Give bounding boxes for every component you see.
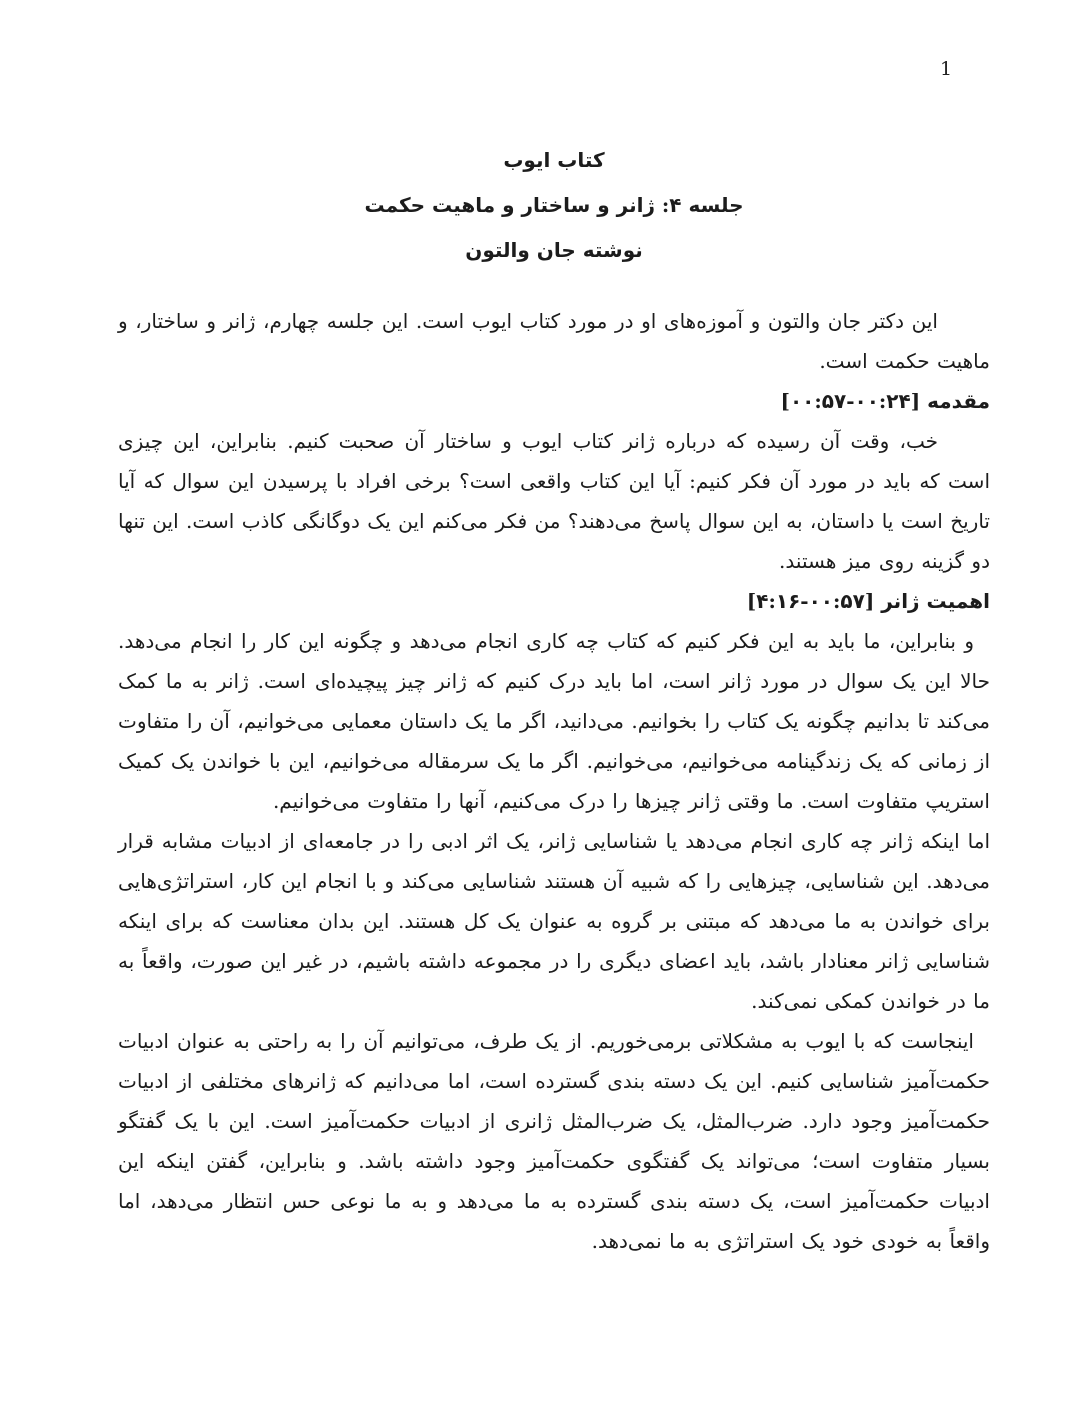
paragraph-introduction-section: خب، وقت آن رسیده که درباره ژانر کتاب ایوب و ساختار آن صحبت کنیم. بنابراین، این چیزی است که باید در مورد آن فکر کنیم: آیا این کتاب واقعی است؟ برخی افراد با پرسیدن این سوال که آیا تاریخ است یا داستان، به این سوال پاسخ می‌دهند؟ من فکر می‌کنم این یک دوگانگی کاذب است. این تنها دو گزینه روی میز هستند. [118,429,990,573]
title-author-line: نوشته جان والتون [465,238,643,262]
document-content [118,0,990,1261]
paragraph-job-wisdom-literature: اینجاست که با ایوب به مشکلاتی برمی‌خوریم. از یک طرف، می‌توانیم آن را به راحتی به عنوان ادبیات حکمت‌آمیز شناسایی کنیم. این یک دسته بندی گسترده است، اما می‌دانیم که ژانرهای مختلفی از ادبیات حکمت‌آمیز وجود دارد. ضرب‌المثل، یک ضرب‌المثل ژانری از ادبیات حکمت‌آمیز است. این با یک گفتگو بسیار متفاوت است؛ می‌تواند یک گفتگوی حکمت‌آمیز وجود داشته باشد. و بنابراین، گفتن اینکه این ادبیات حکمت‌آمیز است، یک دسته بندی گسترده به ما می‌دهد و به ما نوعی حس انتظار می‌دهد، اما واقعاً به خودی خود یک استراتژی به ما نمی‌دهد. [118,1029,990,1253]
paragraph-genre-function: و بنابراین، ما باید به این فکر کنیم که کتاب چه کاری انجام می‌دهد و چگونه این کار را انجام می‌دهد. حالا این یک سوال در مورد ژانر است، اما باید درک کنیم که ژانر چیز پیچیده‌ای است. ژانر به ما کمک می‌کند تا بدانیم چگونه یک کتاب را بخوانیم. می‌دانید، اگر ما یک داستان معمایی می‌خوانیم، آن را متفاوت از زمانی که یک زندگینامه می‌خوانیم، می‌خوانیم. اگر ما یک سرمقاله می‌خوانیم، این با خواندن یک کمیک استریپ متفاوت است. ما وقتی ژانر چیزها را درک می‌کنیم، آنها را متفاوت می‌خوانیم. [118,629,990,813]
paragraph-intro: این دکتر جان والتون و آموزه‌های او در مورد کتاب ایوب است. این جلسه چهارم، ژانر و ساختار، و ماهیت حکمت است. [118,309,990,373]
section-heading-genre-importance: اهمیت ژانر [۰۰:۵۷-۴:۱۶] [746,589,990,613]
paragraph-genre-identification: اما اینکه ژانر چه کاری انجام می‌دهد یا شناسایی ژانر، یک اثر ادبی را در جامعه‌ای از ادبیات مشابه قرار می‌دهد. این شناسایی، چیزهایی را که شبیه آن هستند شناسایی می‌کند و با انجام این کار، استراتژی‌هایی برای خواندن به ما می‌دهد که مبتنی بر گروه به عنوان یک کل هستند. این بدان معناست که برای اینکه شناسایی ژانر معنادار باشد، باید اعضای دیگری را در مجموعه داشته باشیم، در غیر این صورت، واقعاً به ما در خواندن کمکی نمی‌کند. [118,829,990,1013]
title-book-name: کتاب ایوب [503,148,605,172]
title-session-line: جلسه ۴: ژانر و ساختار و ماهیت حکمت [364,193,744,217]
section-heading-introduction: مقدمه [۰۰:۲۴-۰۰:۵۷] [780,389,990,413]
document-title [118,138,990,273]
page-number: 1 [940,58,953,80]
